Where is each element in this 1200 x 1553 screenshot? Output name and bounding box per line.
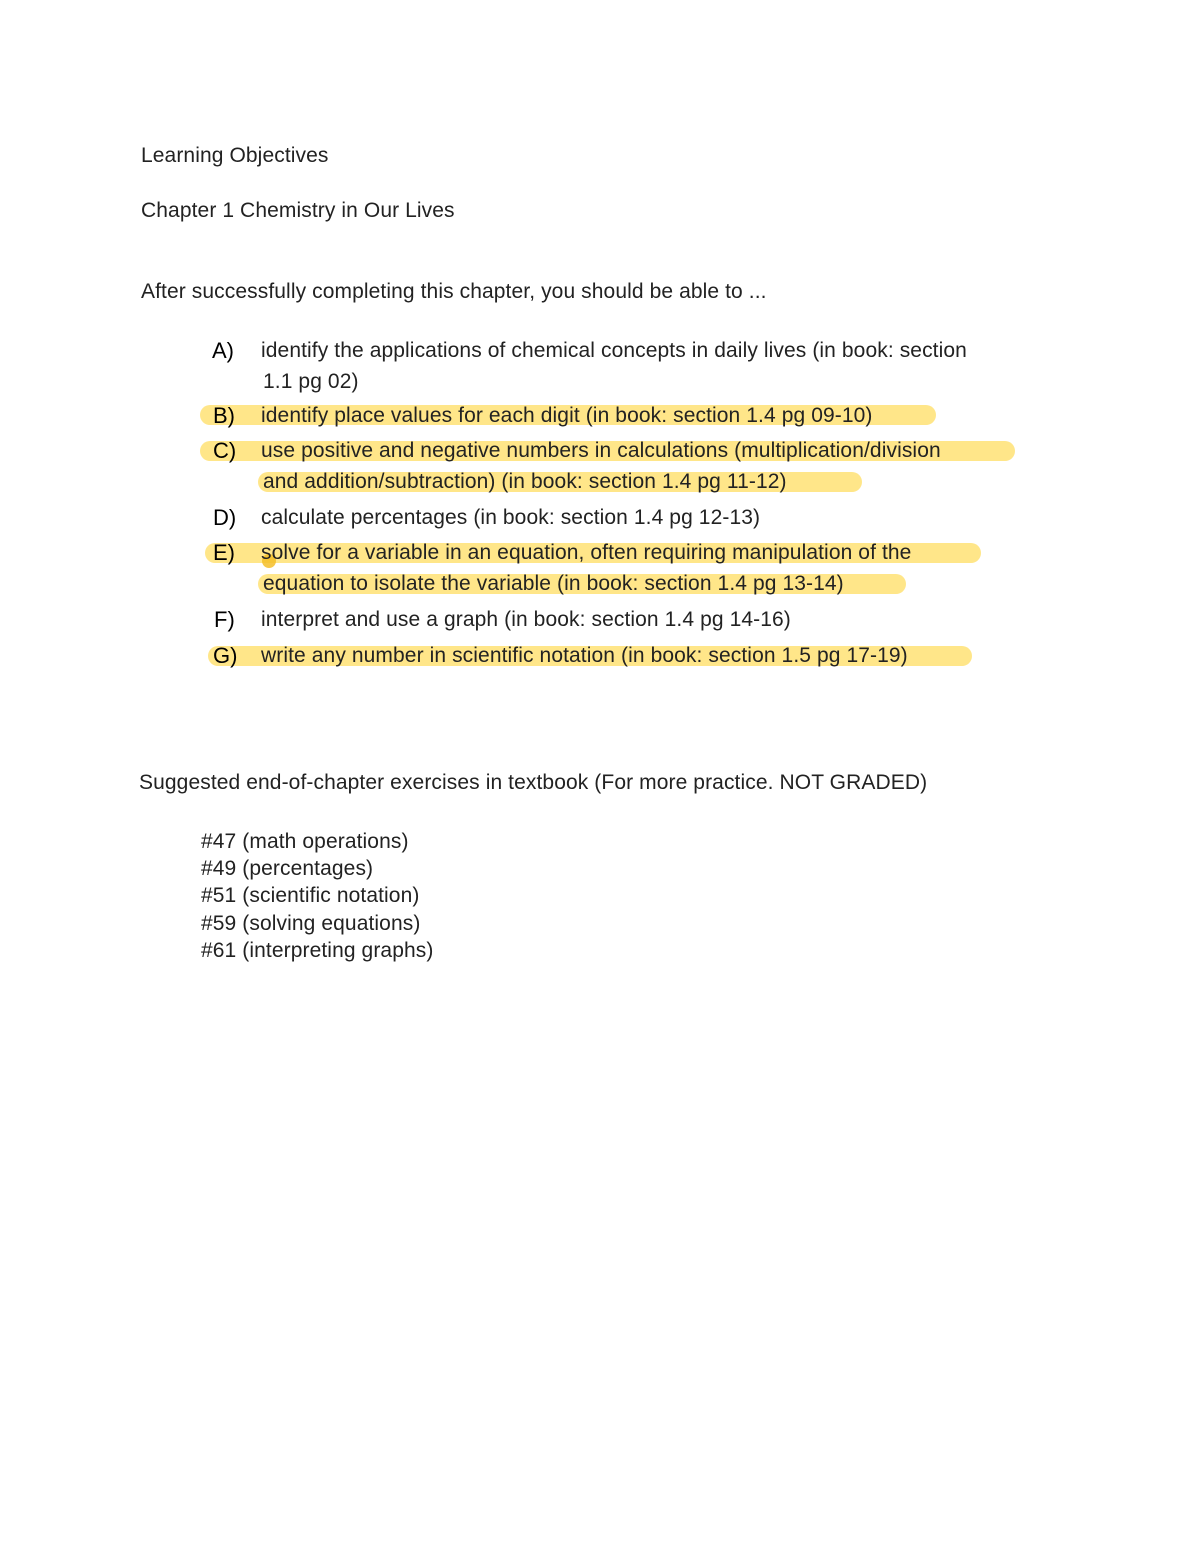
objective-letter: D) [213, 505, 237, 530]
objective-letter: G) [213, 643, 238, 668]
objective-letter: F) [214, 607, 235, 632]
objective-letter: E) [213, 540, 235, 565]
objective-letter: C) [213, 438, 237, 463]
objective-text: equation to isolate the variable (in book: section 1.4 pg 13-14) [263, 572, 844, 595]
objective-text: use positive and negative numbers in calculations (multiplication/division [261, 439, 941, 462]
objective-text: identify the applications of chemical concepts in daily lives (in book: section [261, 339, 967, 362]
doc-title: Learning Objectives [141, 144, 329, 167]
exercise-item: #51 (scientific notation) [201, 884, 420, 907]
exercise-item: #59 (solving equations) [201, 912, 421, 935]
objective-text: 1.1 pg 02) [263, 370, 359, 393]
chapter-title: Chapter 1 Chemistry in Our Lives [141, 199, 455, 222]
objective-text: calculate percentages (in book: section 1.4 pg 12-13) [261, 506, 761, 529]
exercises-heading: Suggested end-of-chapter exercises in textbook (For more practice. NOT GRADED) [139, 771, 928, 794]
objective-text: identify place values for each digit (in book: section 1.4 pg 09-10) [261, 404, 873, 427]
exercise-item: #47 (math operations) [201, 830, 409, 853]
exercise-item: #49 (percentages) [201, 857, 374, 880]
objective-text: and addition/subtraction) (in book: section 1.4 pg 11-12) [263, 470, 787, 493]
objective-text: write any number in scientific notation (in book: section 1.5 pg 17-19) [261, 644, 908, 667]
objective-text: interpret and use a graph (in book: section 1.4 pg 14-16) [261, 608, 791, 631]
objective-text: solve for a variable in an equation, often requiring manipulation of the [261, 541, 912, 564]
exercise-item: #61 (interpreting graphs) [201, 939, 434, 962]
objective-letter: A) [212, 338, 234, 363]
intro-text: After successfully completing this chapter, you should be able to ... [141, 280, 767, 303]
objective-letter: B) [213, 403, 235, 428]
